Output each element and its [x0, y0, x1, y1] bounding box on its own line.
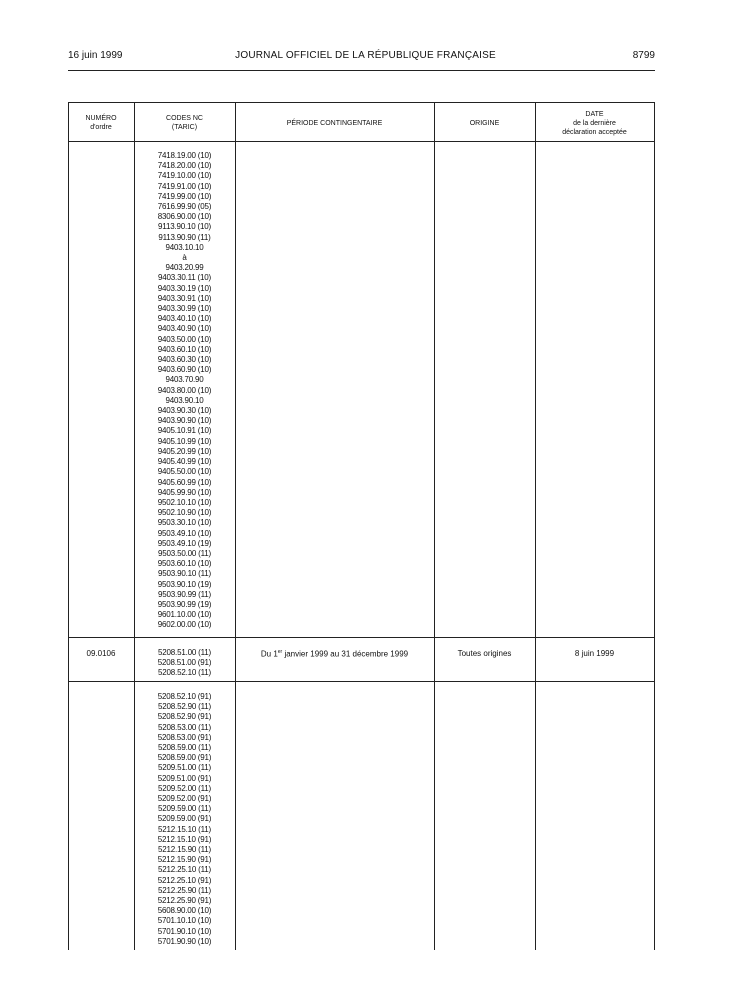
nc-code: 9403.50.00 (10) [157, 334, 212, 344]
column-header-codes [134, 114, 235, 132]
nc-code: 9601.10.00 (10) [157, 610, 212, 620]
header-bottom-border [68, 141, 654, 142]
column-border [235, 102, 236, 950]
nc-code: 7419.91.00 (10) [157, 181, 212, 191]
nc-code: 9502.10.90 (10) [157, 508, 212, 518]
nc-code: 9403.10.10 [165, 242, 204, 252]
order-number: 09.0106 [86, 649, 116, 658]
nc-code: 9403.40.90 (10) [157, 324, 212, 334]
nc-code: 9403.20.99 [165, 263, 204, 273]
nc-code: 9503.50.00 (11) [158, 548, 211, 558]
column-header-line: PÉRIODE CONTINGENTAIRE [286, 120, 383, 127]
nc-code: 9405.40.99 (10) [157, 457, 212, 467]
nc-code: 5208.51.00 (91) [157, 658, 212, 668]
nc-code: 9503.49.10 (10) [157, 528, 212, 538]
nc-code: 7418.19.00 (10) [157, 151, 212, 160]
quota-period-suffix: janvier 1999 au 31 décembre 1999 [282, 649, 409, 659]
nc-code: 9502.10.10 (10) [157, 497, 212, 507]
row-divider [68, 637, 654, 638]
nc-code: 5208.51.00 (11) [158, 648, 211, 657]
nc-code: 9602.00.00 (10) [157, 620, 212, 630]
nc-code: 5208.53.00 (11) [158, 722, 211, 732]
column-header-line: NUMÉRO [85, 115, 117, 122]
nc-code: 9503.90.99 (11) [158, 589, 211, 599]
nc-code: 7419.10.00 (10) [157, 171, 212, 181]
nc-code: 5212.25.90 (11) [158, 885, 211, 895]
quota-period-prefix: Du 1 [260, 649, 278, 659]
nc-code: 9403.70.90 [165, 375, 204, 385]
nc-code: 9405.50.00 (10) [157, 467, 212, 477]
quota-period [235, 649, 434, 659]
nc-code: 9403.60.10 (10) [157, 344, 212, 354]
nc-code: 5212.15.90 (11) [158, 845, 211, 855]
column-border [535, 102, 536, 950]
nc-code: 9403.30.11 (10) [158, 273, 211, 283]
nc-code: 9405.20.99 (10) [157, 446, 212, 456]
nc-code: 5212.15.90 (91) [157, 855, 212, 865]
nc-code: 5209.52.00 (91) [157, 794, 212, 804]
nc-code: 8306.90.00 (10) [157, 212, 212, 222]
nc-code: 9503.90.99 (19) [157, 599, 212, 609]
nc-code: 5212.25.10 (11) [158, 865, 211, 875]
nc-code: 9403.60.30 (10) [157, 355, 212, 365]
table-top-border [68, 102, 654, 103]
column-border [434, 102, 435, 950]
header-rule [68, 70, 655, 71]
column-header-line: (TARIC) [171, 124, 198, 131]
nc-code: 9503.90.10 (19) [157, 579, 212, 589]
column-header-line: CODES NC [166, 115, 203, 122]
column-header-line: DATE [585, 111, 604, 118]
nc-code: 5208.52.90 (91) [157, 712, 212, 722]
nc-code: 9503.49.10 (19) [157, 538, 212, 548]
column-header-date [535, 110, 654, 137]
nc-code: 5209.51.00 (11) [158, 763, 211, 773]
nc-code: 5212.25.10 (91) [157, 875, 212, 885]
column-header-origine [434, 119, 535, 128]
quota-period-sup: er [277, 649, 283, 655]
nc-code: 5209.52.00 (11) [158, 783, 211, 793]
nc-code: 5212.15.10 (11) [158, 824, 211, 834]
column-header-line: d'ordre [90, 124, 112, 131]
nc-code: 5701.90.90 (10) [157, 936, 212, 946]
nc-code: 9403.90.30 (10) [157, 406, 212, 416]
nc-code: 9403.80.00 (10) [157, 385, 212, 395]
row-divider [68, 681, 654, 682]
nc-code: 9405.60.99 (10) [157, 477, 212, 487]
nc-code: 7418.20.00 (10) [157, 161, 212, 171]
codes-list-continuation [134, 151, 235, 631]
nc-code: 9403.90.10 [165, 395, 204, 405]
column-border [654, 102, 655, 950]
codes-list-order [134, 648, 235, 679]
origin: Toutes origines [457, 649, 512, 658]
column-header-line: de la dernière [573, 120, 616, 127]
nc-code: 5208.59.00 (11) [158, 743, 211, 753]
nc-code: 9113.90.90 (11) [158, 232, 211, 242]
column-header-periode [235, 119, 434, 128]
nc-code: 9113.90.10 (10) [158, 222, 211, 232]
nc-code: 9503.60.10 (10) [157, 559, 212, 569]
nc-code: 5208.59.00 (91) [157, 753, 212, 763]
nc-code: à [182, 253, 187, 263]
nc-code: 7419.99.00 (10) [157, 191, 212, 201]
nc-code: 9503.90.10 (11) [158, 569, 211, 579]
nc-code: 7616.99.90 (05) [157, 202, 212, 212]
nc-code: 9403.60.90 (10) [157, 365, 212, 375]
column-border [68, 102, 69, 950]
nc-code: 5208.52.10 (11) [158, 668, 211, 678]
last-declaration-date: 8 juin 1999 [574, 649, 615, 658]
nc-code: 5212.15.10 (91) [157, 834, 212, 844]
nc-code: 9405.99.90 (10) [157, 487, 212, 497]
nc-code: 5208.53.00 (91) [157, 732, 212, 742]
column-header-line: déclaration acceptée [562, 129, 627, 136]
nc-code: 9403.40.10 (10) [157, 314, 212, 324]
nc-code: 5608.90.00 (10) [157, 906, 212, 916]
nc-code: 9403.90.90 (10) [157, 416, 212, 426]
nc-code: 9405.10.91 (10) [157, 426, 212, 436]
nc-code: 5209.59.00 (11) [158, 804, 211, 814]
header-journal-title: JOURNAL OFFICIEL DE LA RÉPUBLIQUE FRANÇAISE [235, 50, 496, 61]
header-page-number: 8799 [632, 50, 655, 61]
nc-code: 5701.10.10 (10) [157, 916, 212, 926]
nc-code: 5208.52.10 (91) [157, 692, 212, 701]
nc-code: 9403.30.99 (10) [157, 304, 212, 314]
nc-code: 5208.52.90 (11) [158, 702, 211, 712]
nc-code: 9405.10.99 (10) [157, 436, 212, 446]
nc-code: 5209.59.00 (91) [157, 814, 212, 824]
nc-code: 5701.90.10 (10) [157, 926, 212, 936]
nc-code: 5212.25.90 (91) [157, 896, 212, 906]
nc-code: 9403.30.19 (10) [157, 283, 212, 293]
column-header-line: ORIGINE [469, 120, 500, 127]
nc-code: 9403.30.91 (10) [157, 293, 212, 303]
column-header-numero [68, 114, 134, 132]
codes-list-continuation [134, 692, 235, 947]
nc-code: 9503.30.10 (10) [157, 518, 212, 528]
header-date: 16 juin 1999 [68, 50, 123, 61]
nc-code: 5209.51.00 (91) [157, 773, 212, 783]
